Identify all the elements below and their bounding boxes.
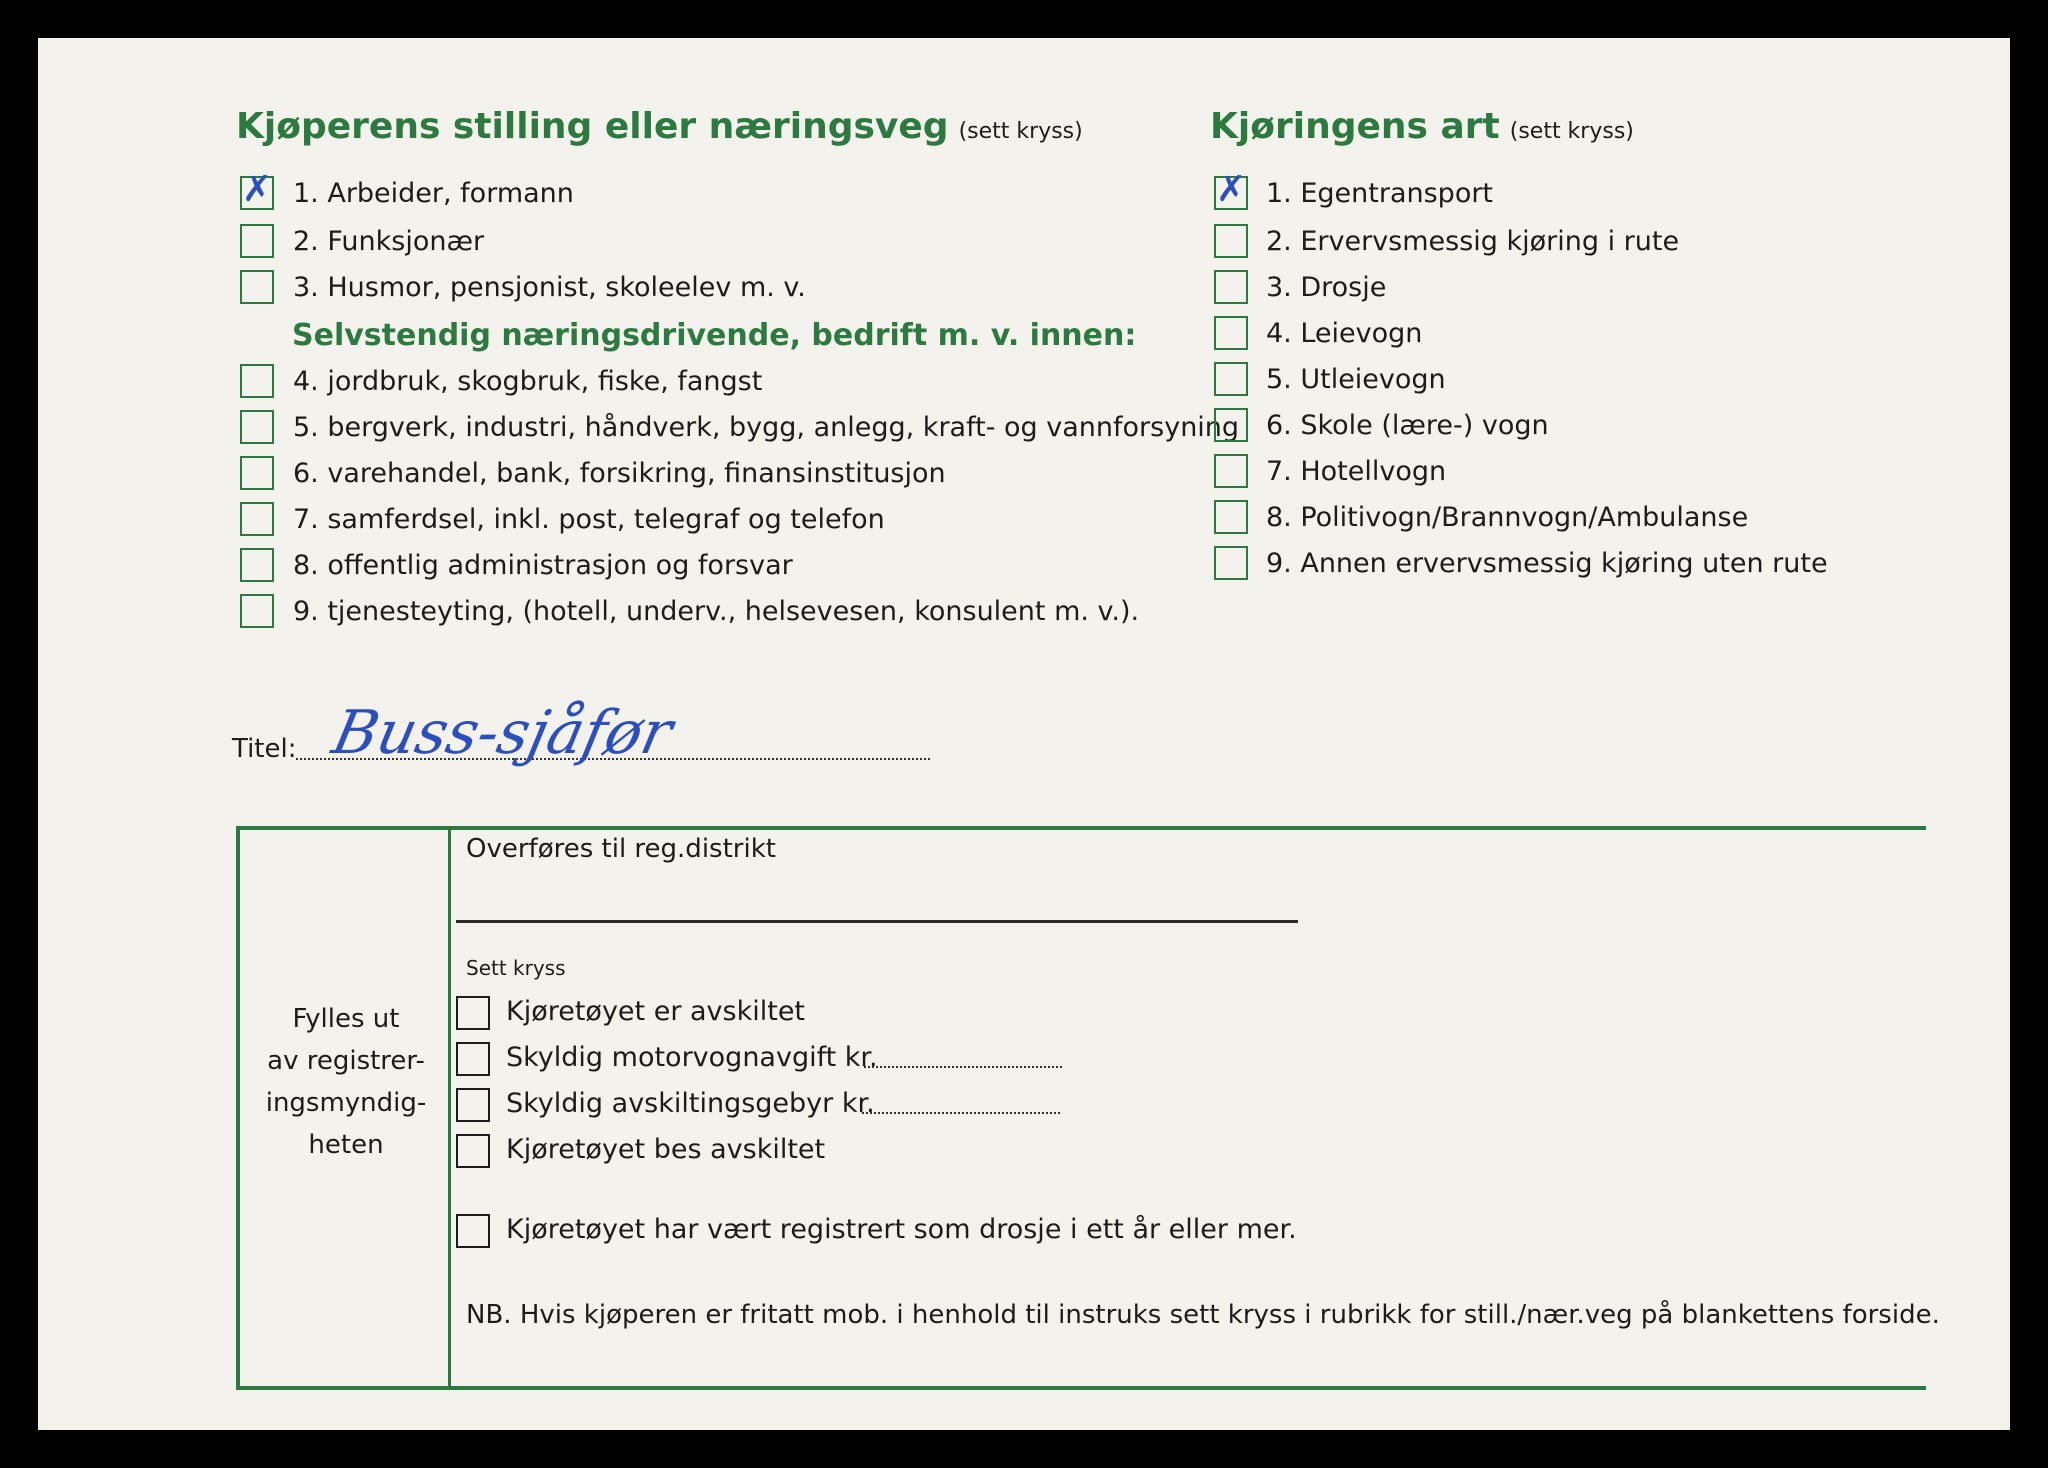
left-checkbox-5[interactable] [240,410,274,444]
right-checkbox-4[interactable] [1214,316,1248,350]
left-item-label: 6. varehandel, bank, forsikring, finansinstitusjon [293,458,946,489]
transfer-label: Overføres til reg.distrikt [466,834,776,864]
left-item-label: 5. bergverk, industri, håndverk, bygg, anlegg, kraft- og vannforsyning [293,412,1240,443]
right-item-label: 6. Skole (lære-) vogn [1266,410,1549,441]
form-paper [38,38,2010,1430]
left-checkbox-8[interactable] [240,548,274,582]
registry-bottom-border [236,1386,1926,1390]
right-item-label: 2. Ervervsmessig kjøring i rute [1266,226,1680,257]
registry-item-label: Skyldig motorvognavgift kr. [506,1042,878,1073]
right-section-heading [1210,106,1634,147]
right-section-title: Kjøringens art [1210,106,1500,147]
side-label-line: av registrer- [267,1046,425,1076]
title-handwritten-value[interactable]: Buss-sjåfør [326,698,679,768]
right-section-hint: (sett kryss) [1509,119,1634,144]
right-item-label: 7. Hotellvogn [1266,456,1447,487]
side-label-line: heten [308,1130,384,1160]
avskiltingsgebyr-amount-line[interactable] [862,1112,1060,1114]
motorvognavgift-amount-line[interactable] [864,1066,1062,1068]
left-item-label: 7. samferdsel, inkl. post, telegraf og telefon [293,504,885,535]
side-label-line: ingsmyndig- [265,1088,427,1118]
sett-kryss-label: Sett kryss [466,956,566,980]
check-mark-icon: ✗ [242,169,273,210]
right-checkbox-2[interactable] [1214,224,1248,258]
transfer-input-line[interactable] [456,920,1298,923]
right-item-label: 4. Leievogn [1266,318,1423,349]
right-item-label: 5. Utleievogn [1266,364,1446,395]
registry-checkbox-3[interactable] [456,1088,490,1122]
taxi-item-label: Kjøretøyet har vært registrert som drosje i ett år eller mer. [506,1214,1297,1245]
left-checkbox-6[interactable] [240,456,274,490]
right-item-label: 8. Politivogn/Brannvogn/Ambulanse [1266,502,1749,533]
registry-side-label [248,998,444,1166]
left-checkbox-9[interactable] [240,594,274,628]
right-checkbox-9[interactable] [1214,546,1248,580]
right-checkbox-5[interactable] [1214,362,1248,396]
left-section-hint: (sett kryss) [958,119,1083,144]
registry-checkbox-2[interactable] [456,1042,490,1076]
registry-checkbox-4[interactable] [456,1134,490,1168]
registry-note: NB. Hvis kjøperen er fritatt mob. i henhold til instruks sett kryss i rubrikk for still./nær.veg på blankettens forside. [466,1300,1940,1330]
right-item-label: 9. Annen ervervsmessig kjøring uten rute [1266,548,1828,579]
left-checkbox-3[interactable] [240,270,274,304]
registry-left-border [236,826,240,1390]
taxi-checkbox[interactable] [456,1214,490,1248]
right-checkbox-3[interactable] [1214,270,1248,304]
right-checkbox-7[interactable] [1214,454,1248,488]
check-mark-icon: ✗ [1216,169,1247,210]
side-label-line: Fylles ut [292,1004,400,1034]
registry-checkbox-1[interactable] [456,996,490,1030]
left-subheading: Selvstendig næringsdrivende, bedrift m. v. innen: [292,318,1137,353]
left-section-title: Kjøperens stilling eller næringsveg [236,106,949,147]
left-item-label: 1. Arbeider, formann [293,178,574,209]
right-checkbox-6[interactable] [1214,408,1248,442]
registry-item-label: Kjøretøyet bes avskiltet [506,1134,826,1165]
left-checkbox-7[interactable] [240,502,274,536]
registry-divider [448,826,451,1390]
left-checkbox-2[interactable] [240,224,274,258]
title-label: Titel: [232,734,297,764]
left-section-heading [236,106,1083,147]
registry-top-border [236,826,1926,830]
left-item-label: 3. Husmor, pensjonist, skoleelev m. v. [293,272,806,303]
left-checkbox-4[interactable] [240,364,274,398]
right-item-label: 1. Egentransport [1266,178,1494,209]
registry-item-label: Kjøretøyet er avskiltet [506,996,806,1027]
left-item-label: 2. Funksjonær [293,226,485,257]
left-item-label: 8. offentlig administrasjon og forsvar [293,550,793,581]
registry-item-label: Skyldig avskiltingsgebyr kr. [506,1088,875,1119]
left-item-label: 9. tjenesteyting, (hotell, underv., helsevesen, konsulent m. v.). [293,596,1140,627]
right-item-label: 3. Drosje [1266,272,1387,303]
left-item-label: 4. jordbruk, skogbruk, fiske, fangst [293,366,763,397]
right-checkbox-8[interactable] [1214,500,1248,534]
